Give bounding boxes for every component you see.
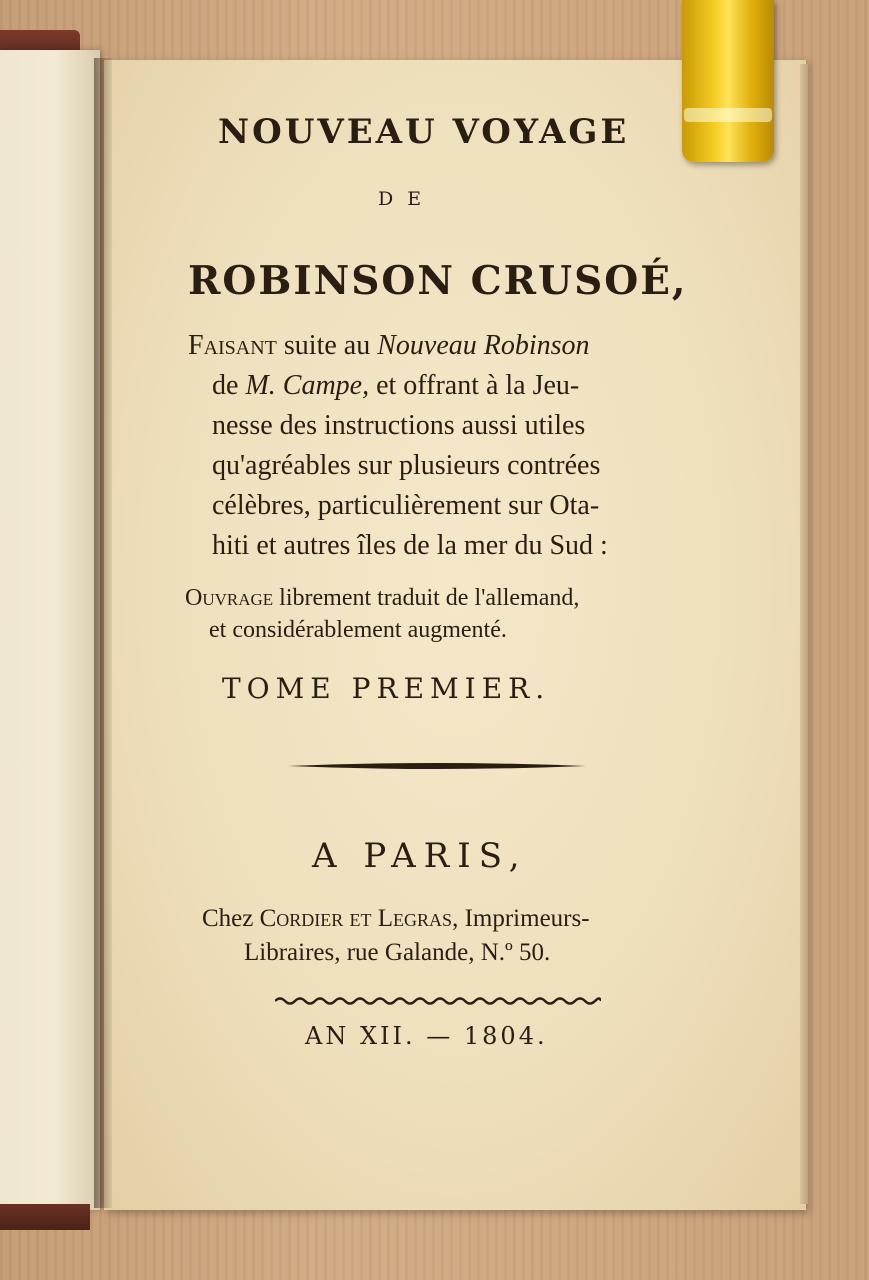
description-line-6: hiti et autres îles de la mer du Sud : [212, 530, 608, 561]
description-author: M. Campe, [245, 370, 370, 401]
wavy-rule [275, 996, 601, 1006]
description-line-2 [188, 366, 608, 406]
description-lead-word: Faisant [188, 330, 277, 361]
description-italic-title: Nouveau Robinson [377, 330, 590, 361]
publication-place: A PARIS, [312, 836, 528, 876]
imprint-line-2: Libraires, rue Galande, N.º 50. [244, 939, 551, 966]
title-line-1: NOUVEAU VOYAGE [218, 112, 630, 152]
description-line-4: qu'agréables sur plusieurs contrées [212, 450, 601, 481]
book-gutter [94, 58, 112, 1208]
note-line-1 [185, 582, 579, 614]
description-line-2-post: et offrant à la Jeu- [369, 370, 580, 401]
translation-note [185, 582, 579, 646]
clip-highlight [684, 108, 772, 122]
note-line-2: et considérablement augmenté. [209, 617, 507, 643]
description-line-1-text: suite au [276, 330, 378, 361]
imprint-line-1-post: Imprimeurs- [458, 905, 590, 932]
description-line-2-pre: de [212, 370, 246, 401]
publisher-imprint [202, 902, 590, 970]
description-line-5: célèbres, particulièrement sur Ota- [212, 490, 600, 521]
book-spine-bottom [0, 1204, 90, 1230]
title-line-2: DE [378, 188, 436, 210]
description-line-3: nesse des instructions aussi utiles [212, 410, 586, 441]
title-line-3: ROBINSON CRUSOÉ, [188, 258, 688, 304]
gold-page-clip [682, 0, 774, 162]
imprint-line-1-pre: Chez [202, 905, 260, 932]
left-page [0, 50, 100, 1210]
volume-label: TOME PREMIER. [222, 672, 551, 705]
page-edge [800, 64, 808, 1204]
note-lead-word: Ouvrage [185, 585, 274, 611]
subtitle-description [188, 326, 608, 566]
description-line-1 [188, 326, 608, 366]
ornamental-rule [288, 762, 586, 770]
note-line-1-text: librement traduit de l'allemand, [273, 585, 580, 611]
imprint-publishers: Cordier et Legras, [259, 905, 459, 932]
publication-date: AN XII. — 1804. [305, 1022, 548, 1050]
imprint-line-1 [202, 902, 590, 936]
